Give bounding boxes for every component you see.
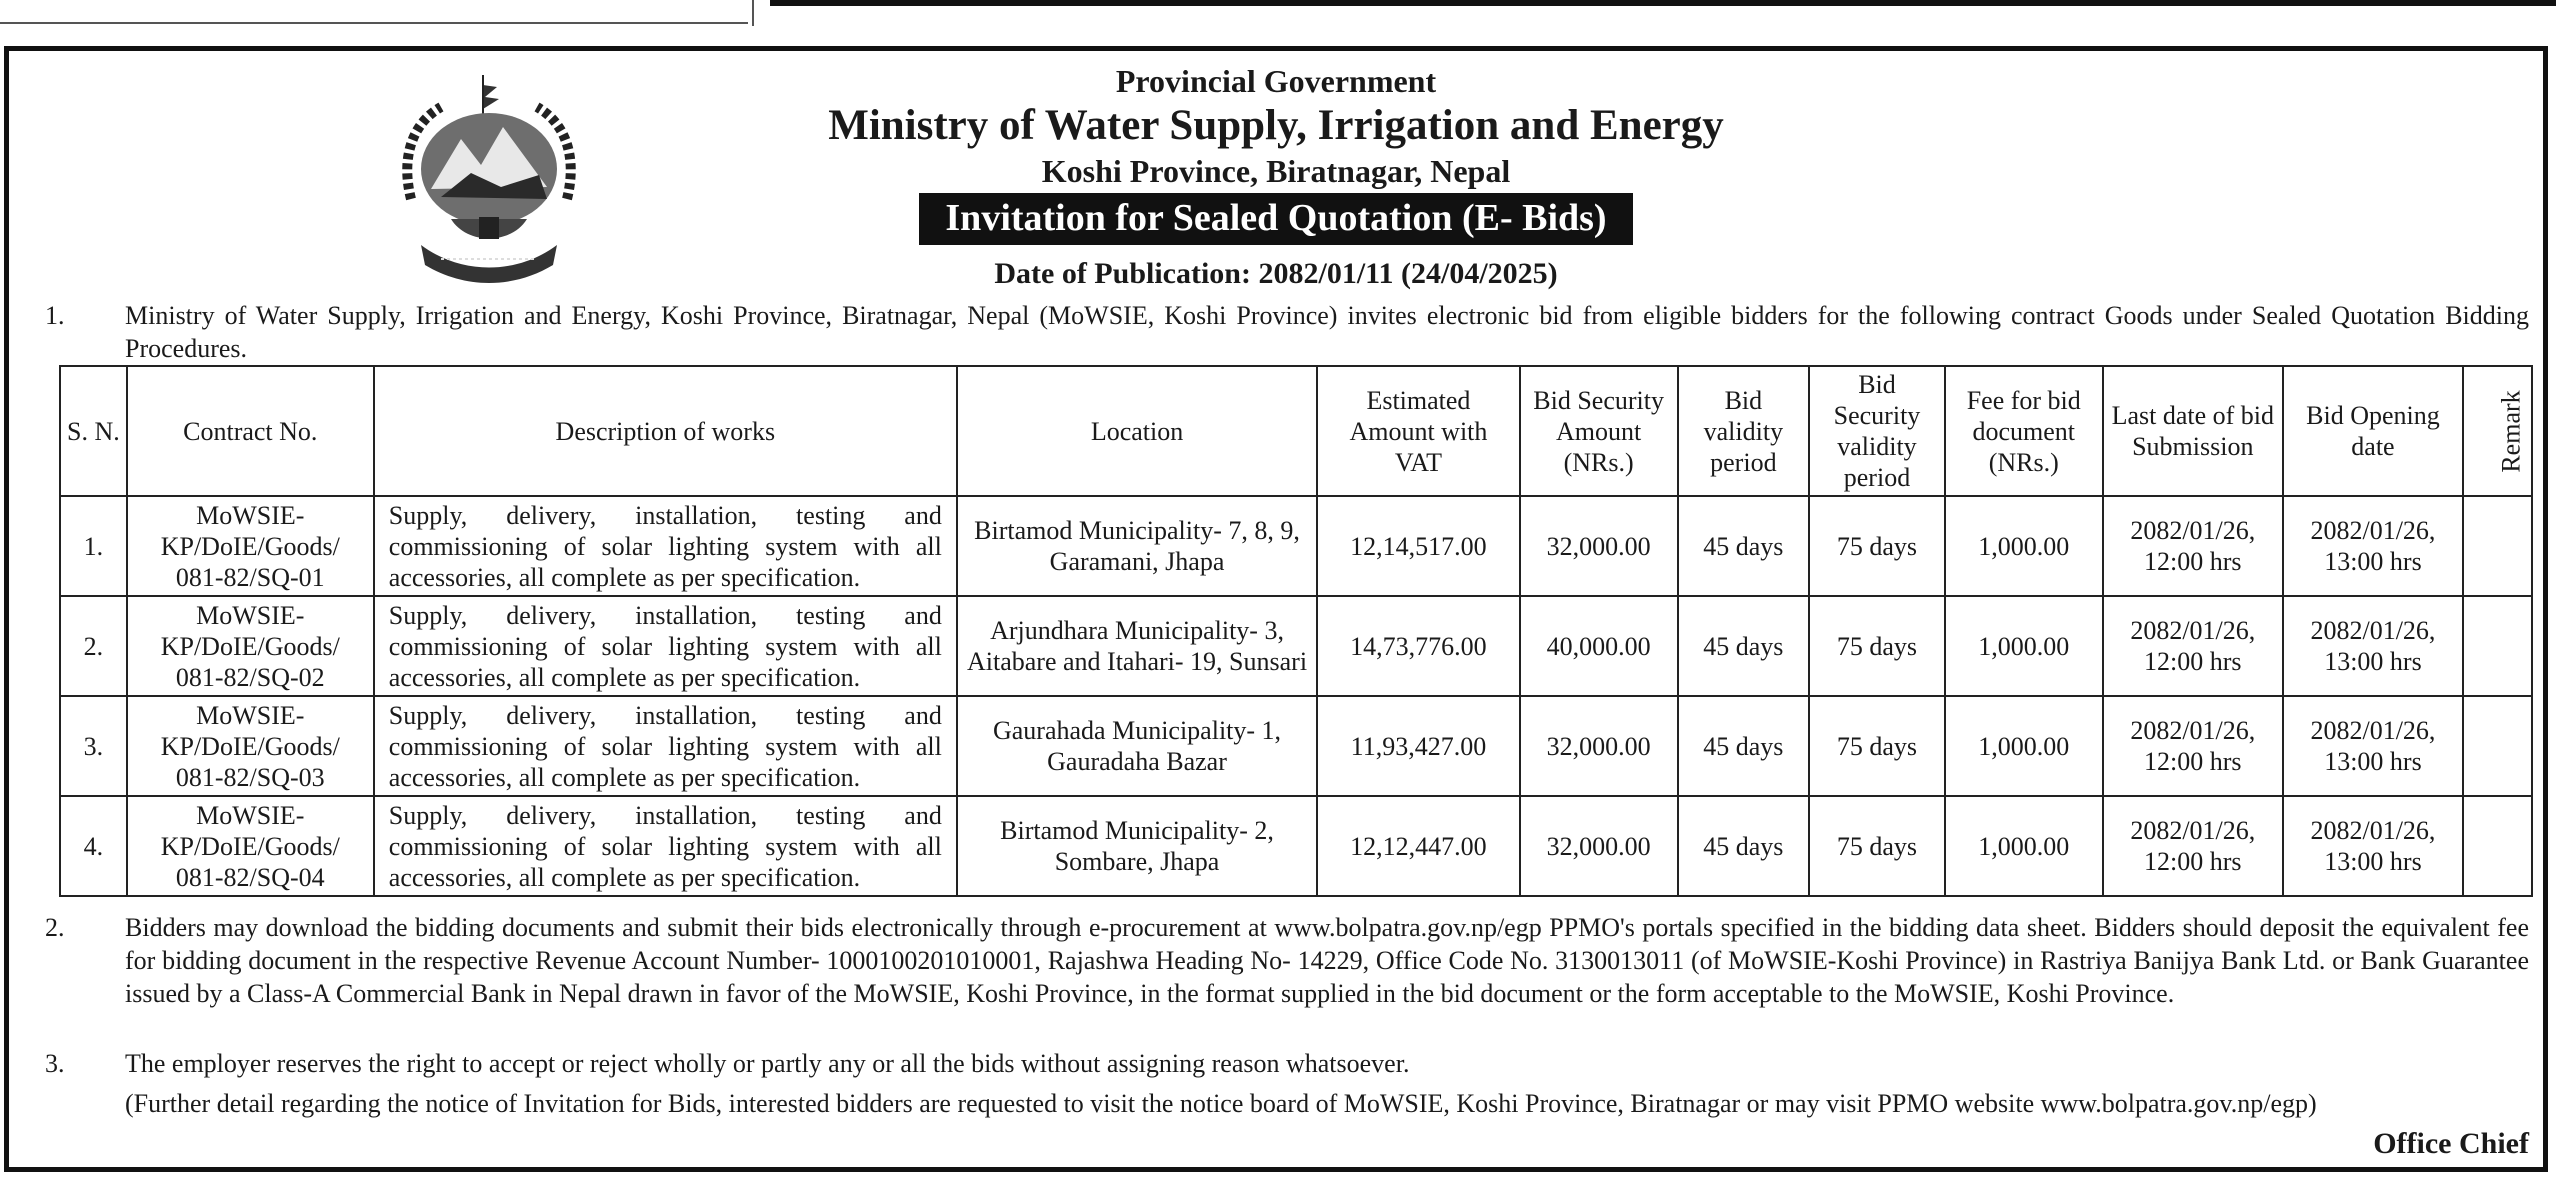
- signature-office-chief: Office Chief: [2373, 1127, 2529, 1160]
- cell-location: Birtamod Municipality- 7, 8, 9, Garamani, Jhapa: [957, 496, 1317, 596]
- notice-title: Invitation for Sealed Quotation (E- Bids): [919, 193, 1632, 245]
- cell-description: Supply, delivery, installation, testing and commissioning of solar lighting system with all accessories, all complete as per specification.: [374, 496, 957, 596]
- paragraph-3-text: The employer reserves the right to accept or reject wholly or partly any or all the bids without assigning reason whatsoever.: [125, 1049, 1410, 1078]
- cell-description: Supply, delivery, installation, testing and commissioning of solar lighting system with all accessories, all complete as per specification.: [374, 596, 957, 696]
- cell-sn: 1.: [60, 496, 127, 596]
- paragraph-1: [45, 299, 2529, 365]
- cell-remark: [2463, 496, 2532, 596]
- header-fee: Fee for bid document (NRs.): [1945, 366, 2103, 496]
- paragraph-1-number: 1.: [45, 301, 65, 330]
- cell-sn: 2.: [60, 596, 127, 696]
- header-last-date: Last date of bid Submission: [2103, 366, 2283, 496]
- cell-fee: 1,000.00: [1945, 496, 2103, 596]
- header-remark-cell: [2463, 366, 2532, 496]
- cell-fee: 1,000.00: [1945, 796, 2103, 896]
- header-bid-validity: Bid validity period: [1678, 366, 1810, 496]
- cell-security-validity: 75 days: [1809, 496, 1945, 596]
- cell-last-date: 2082/01/26, 12:00 hrs: [2103, 696, 2283, 796]
- cell-estimated-amount: 12,14,517.00: [1317, 496, 1519, 596]
- cell-last-date: 2082/01/26, 12:00 hrs: [2103, 796, 2283, 896]
- cell-bid-validity: 45 days: [1678, 796, 1810, 896]
- cell-bid-security: 32,000.00: [1520, 496, 1678, 596]
- notice-box: [4, 46, 2548, 1172]
- cell-last-date: 2082/01/26, 12:00 hrs: [2103, 596, 2283, 696]
- page-top-rules: [0, 0, 2576, 40]
- cell-sn: 4.: [60, 796, 127, 896]
- cell-opening-date: 2082/01/26, 13:00 hrs: [2283, 496, 2463, 596]
- header-contract-no: Contract No.: [127, 366, 374, 496]
- header-location: Location: [957, 366, 1317, 496]
- cell-estimated-amount: 11,93,427.00: [1317, 696, 1519, 796]
- ministry-location: Koshi Province, Biratnagar, Nepal: [1041, 153, 1511, 189]
- cell-contract-no: MoWSIE-KP/DoIE/Goods/ 081-82/SQ-03: [127, 696, 374, 796]
- notice-title-wrap: [9, 193, 2543, 245]
- cell-description: Supply, delivery, installation, testing and commissioning of solar lighting system with all accessories, all complete as per specification.: [374, 696, 957, 796]
- publication-date: Date of Publication: 2082/01/11 (24/04/2025): [994, 257, 1558, 290]
- header-bid-security: Bid Security Amount (NRs.): [1520, 366, 1678, 496]
- cell-security-validity: 75 days: [1809, 596, 1945, 696]
- table-row: [60, 796, 2532, 896]
- cell-contract-no: MoWSIE-KP/DoIE/Goods/ 081-82/SQ-04: [127, 796, 374, 896]
- cell-contract-no: MoWSIE-KP/DoIE/Goods/ 081-82/SQ-01: [127, 496, 374, 596]
- cell-sn: 3.: [60, 696, 127, 796]
- cell-bid-validity: 45 days: [1678, 596, 1810, 696]
- table-row: [60, 696, 2532, 796]
- top-rule-left: [0, 22, 748, 24]
- paragraph-2: [45, 911, 2529, 1010]
- paragraph-3: [45, 1047, 2529, 1080]
- cell-remark: [2463, 596, 2532, 696]
- header-security-validity: Bid Security validity period: [1809, 366, 1945, 496]
- cell-fee: 1,000.00: [1945, 696, 2103, 796]
- cell-opening-date: 2082/01/26, 13:00 hrs: [2283, 696, 2463, 796]
- header-remark: Remark: [2496, 389, 2526, 473]
- cell-bid-validity: 45 days: [1678, 496, 1810, 596]
- further-detail-text: (Further detail regarding the notice of Invitation for Bids, interested bidders are requested to visit the notice board of MoWSIE, Koshi Province, Biratnagar or may visit PPMO website www.bolpatra.gov.np/egp): [125, 1089, 2317, 1118]
- cell-remark: [2463, 696, 2532, 796]
- cell-estimated-amount: 14,73,776.00: [1317, 596, 1519, 696]
- header-description: Description of works: [374, 366, 957, 496]
- paragraph-3-number: 3.: [45, 1049, 65, 1078]
- table-header-row: [60, 366, 2532, 496]
- table-row: [60, 496, 2532, 596]
- paragraph-2-text: Bidders may download the bidding documents and submit their bids electronically through e-procurement at www.bolpatra.gov.np/egp PPMO's portals specified in the bidding data sheet. Bidders should deposit the equivalent fee for bidding document in the respective Revenue Account Number- 1000100201010001, Rajashwa Heading No- 14229, Office Code No. 3130013011 (of MoWSIE-Koshi Province) in Rastriya Banijya Bank Ltd. or Bank Guarantee issued by a Class-A Commercial Bank in Nepal drawn in favor of the MoWSIE, Koshi Province, in the format supplied in the bid document or the form acceptable to the MoWSIE, Koshi Province.: [125, 913, 2529, 1008]
- cell-location: Arjundhara Municipality- 3, Aitabare and Itahari- 19, Sunsari: [957, 596, 1317, 696]
- top-column-divider: [752, 0, 754, 26]
- cell-security-validity: 75 days: [1809, 696, 1945, 796]
- cell-bid-security: 32,000.00: [1520, 796, 1678, 896]
- cell-bid-security: 32,000.00: [1520, 696, 1678, 796]
- cell-contract-no: MoWSIE-KP/DoIE/Goods/ 081-82/SQ-02: [127, 596, 374, 696]
- ministry-name: Ministry of Water Supply, Irrigation and Energy: [828, 102, 1724, 149]
- cell-security-validity: 75 days: [1809, 796, 1945, 896]
- cell-location: Gaurahada Municipality- 1, Gauradaha Bazar: [957, 696, 1317, 796]
- government-label: Provincial Government: [1115, 63, 1437, 99]
- cell-bid-validity: 45 days: [1678, 696, 1810, 796]
- cell-fee: 1,000.00: [1945, 596, 2103, 696]
- table-row: [60, 596, 2532, 696]
- header-sn: S. N.: [60, 366, 127, 496]
- further-detail-note: [125, 1087, 2529, 1120]
- paragraph-1-text: Ministry of Water Supply, Irrigation and Energy, Koshi Province, Biratnagar, Nepal (MoWSIE, Koshi Province) invites electronic bid from eligible bidders for the following contract Goods under Sealed Quotation Bidding Procedures.: [125, 301, 2529, 363]
- header-estimated-amount: Estimated Amount with VAT: [1317, 366, 1519, 496]
- paragraph-2-number: 2.: [45, 913, 65, 942]
- cell-opening-date: 2082/01/26, 13:00 hrs: [2283, 796, 2463, 896]
- cell-location: Birtamod Municipality- 2, Sombare, Jhapa: [957, 796, 1317, 896]
- cell-remark: [2463, 796, 2532, 896]
- cell-estimated-amount: 12,12,447.00: [1317, 796, 1519, 896]
- cell-bid-security: 40,000.00: [1520, 596, 1678, 696]
- cell-opening-date: 2082/01/26, 13:00 hrs: [2283, 596, 2463, 696]
- cell-last-date: 2082/01/26, 12:00 hrs: [2103, 496, 2283, 596]
- cell-description: Supply, delivery, installation, testing and commissioning of solar lighting system with all accessories, all complete as per specification.: [374, 796, 957, 896]
- header-opening-date: Bid Opening date: [2283, 366, 2463, 496]
- bids-table: [59, 365, 2533, 897]
- top-adjacent-ad-border: [770, 0, 2556, 6]
